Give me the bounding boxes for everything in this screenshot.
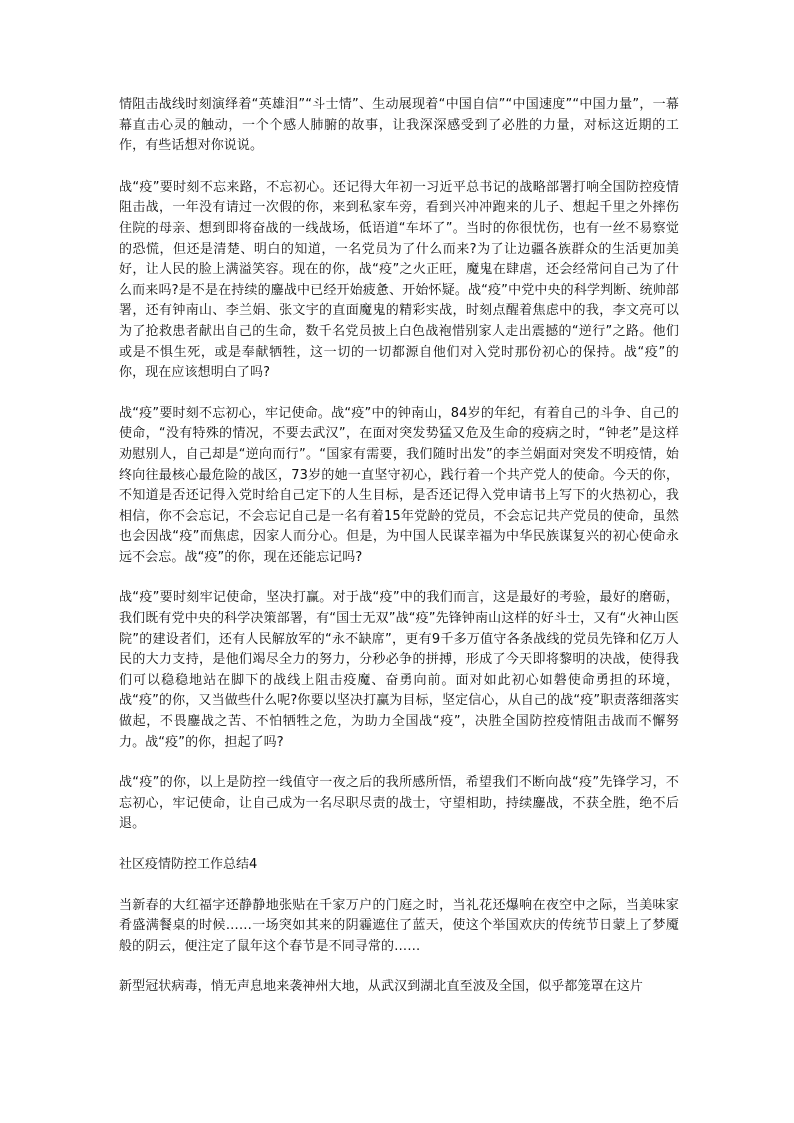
section-heading: 社区疫情防控工作总结4 [119,857,258,872]
paragraph-2: 战“疫”要时刻不忘来路，不忘初心。还记得大年初一习近平总书记的战略部署打响全国防控疫情阻击战，一年没有请过一次假的你，来到私家车旁，看到兴冲冲跑来的儿子、想起千里之外摔伤住院的母亲、想到即将奋战的一线战场，低语道“车坏了”。当时的你很忧伤，也有一丝不易察觉的恐慌，但还是清楚、明白的知道，一名党员为了什么而来?为了让边疆各族群众的生活更加美好，让人民的脸上满溢笑容。现在的你，战“疫”之火正旺，魔鬼在肆虐，还会经常问自己为了什么而来吗?是不是在持续的鏖战中已经开始疲惫、开始怀疑。战“疫”中党中央的科学判断、统帅部署，还有钟南山、李兰娟、张文宇的直面魔鬼的精彩实战，时刻点醒着焦虑中的我，李文亮可以为了抢救患者献出自己的生命，数千名党员披上白色战袍惜别家人走出震撼的“逆行”之路。他们或是不惧生死，或是奉献牺牲，这一切的一切都源自他们对入党时那份初心的保持。战“疫”的你，现在应该想明白了吗? [119,179,679,381]
paragraph-1: 情阻击战线时刻演绎着“英雄泪”“斗士情”、生动展现着“中国自信”“中国速度”“中国力量”，一幕幕直击心灵的触动，一个个感人肺腑的故事，让我深深感受到了必胜的力量，对标这近期的工作，有些话想对你说说。 [119,97,679,154]
section-paragraph-2: 新型冠状病毒，悄无声息地来袭神州大地，从武汉到湖北直至波及全国，似乎都笼罩在这片 [119,979,644,995]
paragraph-3: 战“疫”要时刻不忘初心，牢记使命。战“疫”中的钟南山，84岁的年纪，有着自己的斗争、自己的使命，“没有特殊的情况，不要去武汉”，在面对突发势猛又危及生命的疫病之时，“钟老”是这样劝慰别人，自己却是“逆向而行”。“国家有需要，我们随时出发”的李兰娟面对突发不明疫情，始终向往最核心最危险的战区，73岁的她一直坚守初心，践行着一个共产党人的使命。今天的你，不知道是否还记得入党时给自己定下的人生目标，是否还记得入党申请书上写下的火热初心，我相信，你不会忘记，不会忘记自己是一名有着15年党龄的党员，不会忘记共产党员的使命，虽然也会因战“疫”而焦虑，因家人而分心。但是，为中国人民谋幸福为中华民族谋复兴的初心使命永远不会忘。战“疫”的你，现在还能忘记吗? [119,405,679,565]
paragraph-4: 战“疫”要时刻牢记使命，坚决打赢。对于战“疫”中的我们而言，这是最好的考验，最好的磨砺，我们既有党中央的科学决策部署，有“国士无双”战“疫”先锋钟南山这样的好斗士，又有“火神山医院”的建设者们，还有人民解放军的“永不缺席”，更有9千多万值守各条战线的党员先锋和亿万人民的大力支持，是他们竭尽全力的努力，分秒必争的拼搏，形成了今天即将黎明的决战，使得我们可以稳稳地站在脚下的战线上阻击疫魔、奋勇向前。面对如此初心如磐使命勇担的环境，战“疫”的你，又当做些什么呢?你要以坚决打赢为目标，坚定信心，从自己的战“疫”职责落细落实做起，不畏鏖战之苦、不怕牺牲之危，为助力全国战“疫”，决胜全国防控疫情阻击战而不懈努力。战“疫”的你，担起了吗? [119,590,679,750]
document-body [119,95,679,998]
paragraph-5: 战“疫”的你，以上是防控一线值守一夜之后的我所感所悟，希望我们不断向战“疫”先锋学习，不忘初心，牢记使命，让自己成为一名尽职尽责的战士，守望相助，持续鏖战，不获全胜，绝不后退。 [119,775,679,832]
section-paragraph-1: 当新春的大红福字还静静地张贴在千家万户的门庭之时，当礼花还爆响在夜空中之际，当美味家肴盛满餐桌的时候……一场突如其来的阴霾遮住了蓝天，使这个举国欢庆的传统节日蒙上了梦魇般的阴云，便注定了鼠年这个春节是不同寻常的…… [119,897,679,954]
